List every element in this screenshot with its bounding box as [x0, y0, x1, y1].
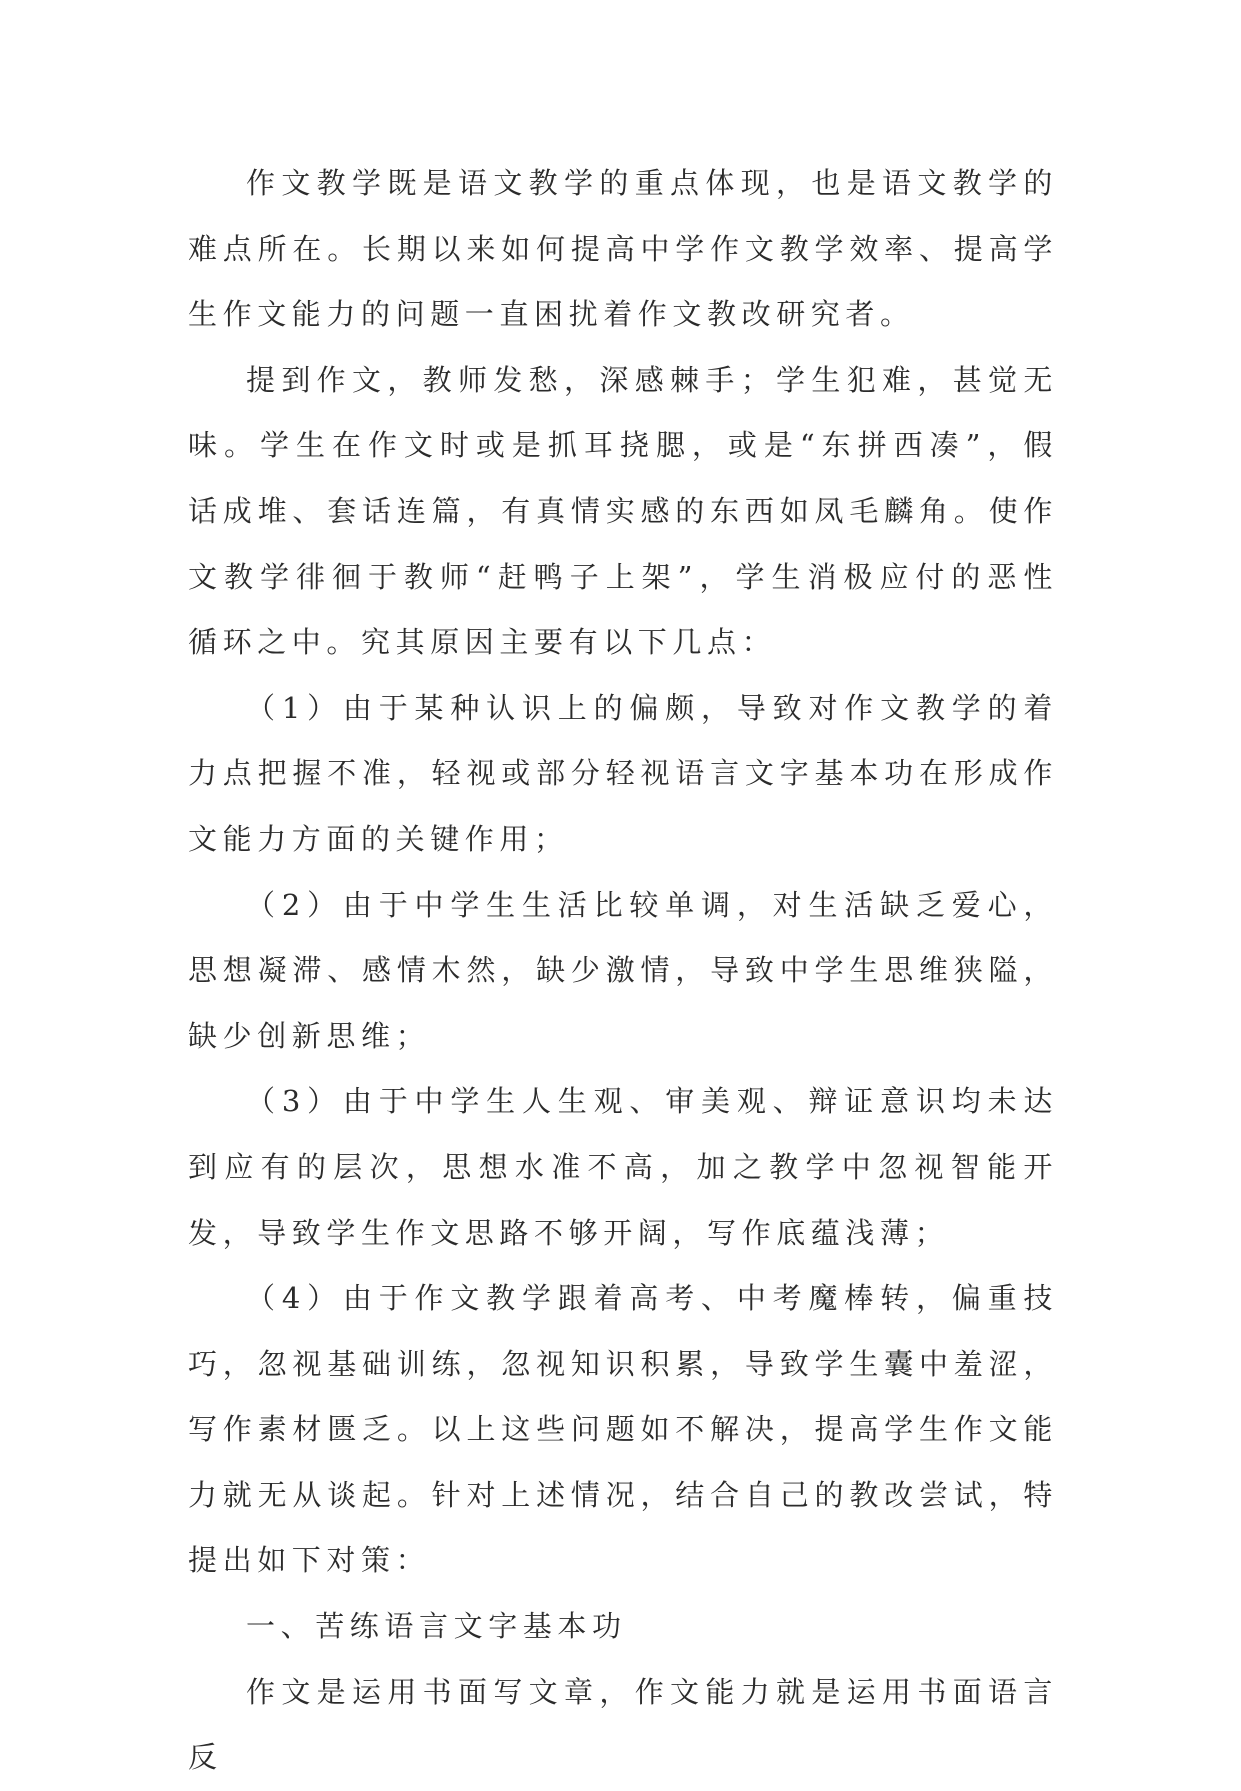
paragraph-problem: 提到作文，教师发愁，深感棘手；学生犯难，甚觉无味。学生在作文时或是抓耳挠腮，或是“东拼西凑”，假话成堆、套话连篇，有真情实感的东西如凤毛麟角。使作文教学徘徊于教师“赶鸭子上架”，学生消极应付的恶性循环之中。究其原因主要有以下几点：: [188, 362, 1058, 660]
paragraph-intro: 作文教学既是语文教学的重点体现，也是语文教学的难点所在。长期以来如何提高中学作文教学效率、提高学生作文能力的问题一直困扰着作文教改研究者。: [188, 166, 1058, 332]
paragraph-section-1-start: 作文是运用书面写文章，作文能力就是运用书面语言反: [188, 1674, 1058, 1775]
paragraph-reason-2: （2）由于中学生生活比较单调，对生活缺乏爱心，思想凝滞、感情木然，缺少激情，导致中学生思维狭隘，缺少创新思维；: [188, 887, 1058, 1053]
section-heading-1: 一、苦练语言文字基本功: [246, 1609, 627, 1644]
paragraph-reason-4: （4）由于作文教学跟着高考、中考魔棒转，偏重技巧，忽视基础训练，忽视知识积累，导致学生囊中羞涩，写作素材匮乏。以上这些问题如不解决，提高学生作文能力就无从谈起。针对上述情况，结合自己的教改尝试，特提出如下对策：: [188, 1281, 1058, 1578]
paragraph-reason-3: （3）由于中学生人生观、审美观、辩证意识均未达到应有的层次，思想水准不高，加之教学中忽视智能开发，导致学生作文思路不够开阔，写作底蕴浅薄；: [188, 1084, 1058, 1250]
document-body: [188, 151, 1058, 1791]
paragraph-reason-1: （1）由于某种认识上的偏颇，导致对作文教学的着力点把握不准，轻视或部分轻视语言文字基本功在形成作文能力方面的关键作用；: [188, 690, 1058, 856]
